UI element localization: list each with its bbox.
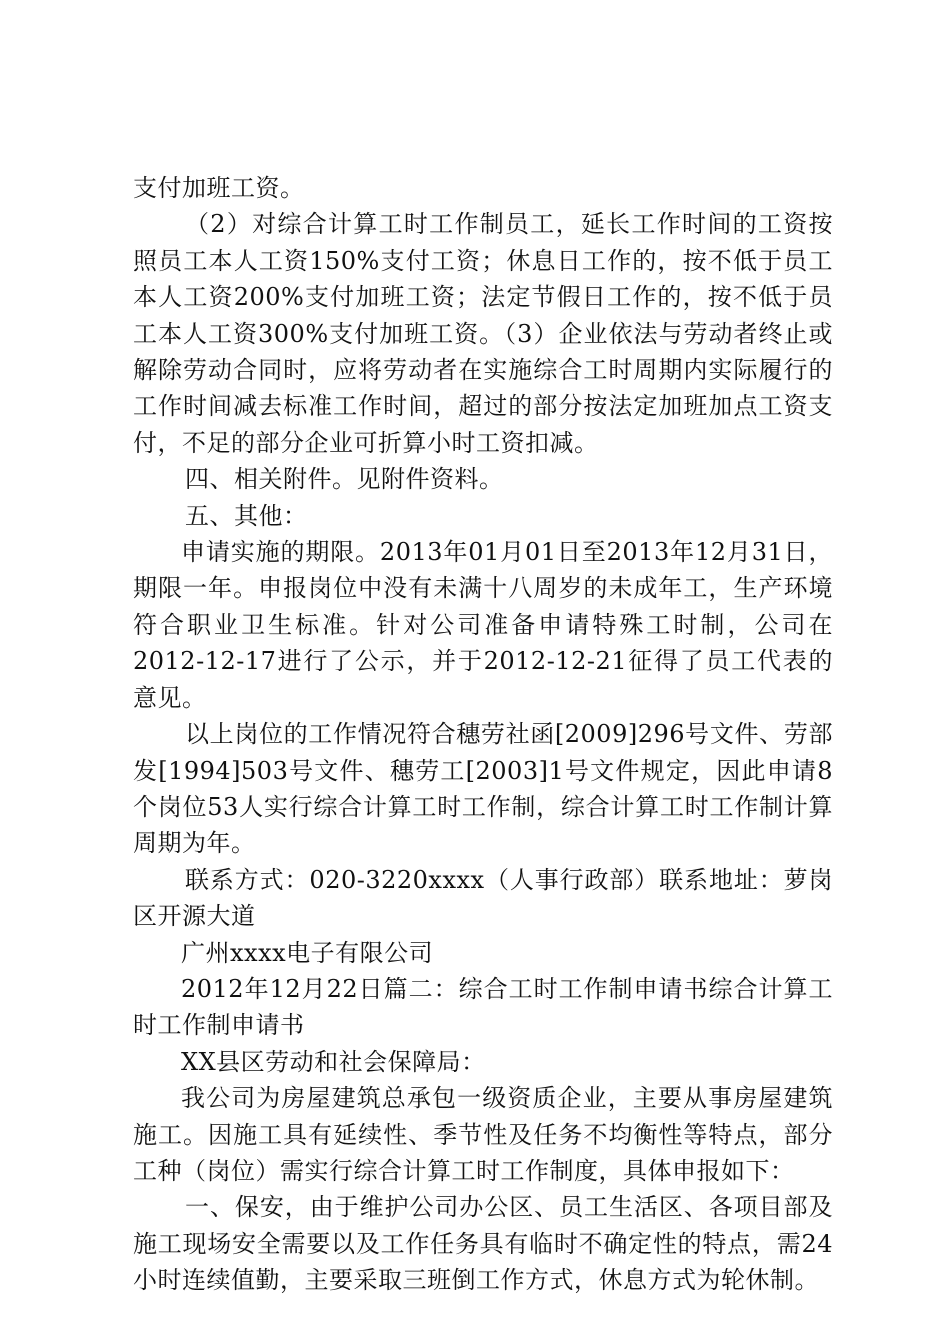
paragraph-date-and-second-title: 2012年12月22日篇二：综合工时工作制申请书综合计算工时工作制申请书 <box>133 974 833 1040</box>
paragraph-overtime-pay-end: 支付加班工资。 <box>133 174 305 202</box>
paragraph-company-intro: 我公司为房屋建筑总承包一级资质企业，主要从事房屋建筑施工。因施工具有延续性、季节性及任务不均衡性等特点，部分工种（岗位）需实行综合计算工时工作制度，具体申报如下： <box>133 1084 833 1185</box>
document-body <box>133 170 833 1299</box>
paragraph-attachments: 四、相关附件。见附件资料。 <box>185 465 504 494</box>
paragraph-other-heading: 五、其他： <box>185 501 308 530</box>
paragraph-security-position: 一、保安，由于维护公司办公区、员工生活区、各项目部及施工现场安全需要以及工作任务具有临时不确定性的特点，需24小时连续值勤，主要采取三班倒工作方式，休息方式为轮休制。 <box>133 1193 833 1295</box>
paragraph-contact-info: 联系方式：020-3220xxxx（人事行政部）联系地址：萝岗区开源大道 <box>133 865 833 931</box>
paragraph-regulation-basis: 以上岗位的工作情况符合穗劳社函[2009]296号文件、劳部发[1994]503号文件、穗劳工[2003]1号文件规定，因此申请8个岗位53人实行综合计算工时工作制，综合计算工时工作制计算周期为年。 <box>133 720 833 858</box>
paragraph-company-name: 广州xxxx电子有限公司 <box>181 938 434 967</box>
paragraph-recipient: XX县区劳动和社会保障局： <box>181 1047 486 1076</box>
paragraph-wage-rules: （2）对综合计算工时工作制员工，延长工作时间的工资按照员工本人工资150%支付工资；休息日工作的，按不低于员工本人工资200%支付加班工资；法定节假日工作的，按不低于员工本人工资300%支付加班工资。（3）企业依法与劳动者终止或解除劳动合同时，应将劳动者在实施综合工时周期内实际履行的工作时间减去标准工作时间，超过的部分按法定加班加点工资支付，不足的部分企业可折算小时工资扣减。 <box>133 210 833 457</box>
paragraph-application-period: 申请实施的期限。2013年01月01日至2013年12月31日，期限一年。申报岗位中没有未满十八周岁的未成年工，生产环境符合职业卫生标准。针对公司准备申请特殊工时制，公司在2012-12-17进行了公示，并于2012-12-21征得了员工代表的意见。 <box>133 538 833 712</box>
